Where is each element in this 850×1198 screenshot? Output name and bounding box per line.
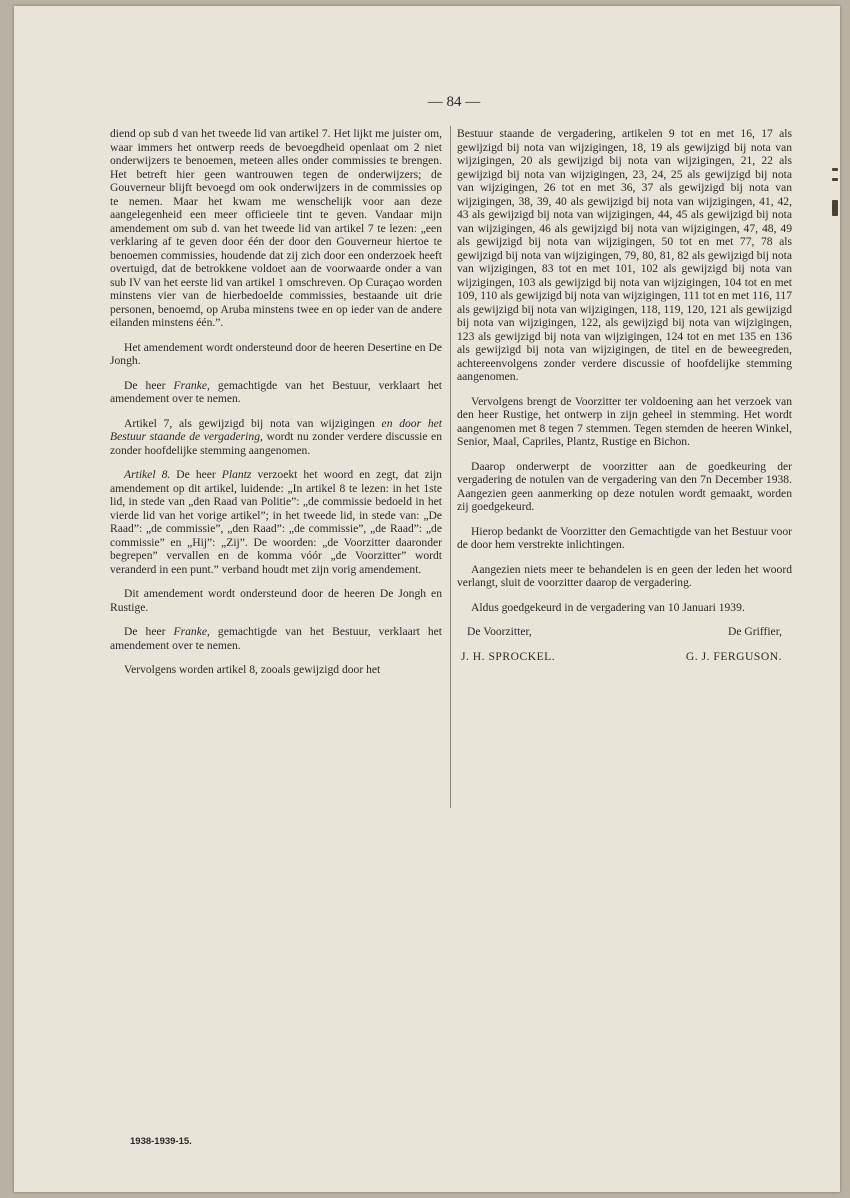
right-paragraph-5: Aangezien niets meer te behandelen is en geen der leden het woord verlangt, sluit de voorzitter daarop de vergadering. xyxy=(457,562,792,589)
speaker-name: Plantz xyxy=(221,468,252,481)
right-paragraph-4: Hierop bedankt de Voorzitter den Gemachtigde van het Bestuur voor de door hem verstrekte inlichtingen. xyxy=(457,524,792,551)
text-segment: De heer xyxy=(124,625,174,638)
text-segment: wordt nu zonder verdere discussie en zonder hoofdelijke stemming aangenomen. xyxy=(110,430,442,457)
left-paragraph-1: diend op sub d van het tweede lid van artikel 7. Het lijkt me juister om, waar immers het ontwerp reeds de bevoegdheid openlaat om 2 niet onderwijzers te benoemen, meteen alles onder commissies te brengen. Het betreft hier geen wantrouwen tegen de onderwijzers; de Gouverneur blijft bevoegd om ook onderwijzers in de commissies op te nemen. Maar het kwam me wenschelijk voor aan deze aangelegenheid een meer officieele tint te geven. Vandaar mijn amendement om sub d. van het tweede lid van artikel 7 te lezen: „een verklaring af te geven door één der door den Gouverneur hiertoe te benoemen commissies, houdende dat zij zich door een onderzoek heeft overtuigd, dat de betrokkene voldoet aan de voorwaarde onder a van sub IV van het eerste lid van artikel 1 omschreven. Op Curaçao worden minstens vier van de hierbedoelde commissies, bestaande uit drie personen, benoemd, op Aruba minstens twee en op ieder van de andere eilanden minstens één.”. xyxy=(110,127,442,329)
chairman-title: De Voorzitter, xyxy=(467,625,532,638)
binding-mark xyxy=(832,178,838,181)
column-divider xyxy=(450,126,451,808)
left-paragraph-2: Het amendement wordt ondersteund door de heeren Desertine en De Jongh. xyxy=(110,340,442,367)
binding-mark xyxy=(832,200,838,216)
text-segment: gemachtigde van het Bestuur, verklaart het amendement over te nemen. xyxy=(110,378,443,405)
clerk-title: De Griffier, xyxy=(727,625,782,638)
binding-mark xyxy=(832,168,838,171)
speaker-name: Franke, xyxy=(173,625,210,638)
right-paragraph-1: Bestuur staande de vergadering, artikelen 9 tot en met 16, 17 als gewijzigd bij nota van wijzigingen, 18, 19 als gewijzigd bij nota van wijzigingen, 20 als gewijzigd bij nota van wijzigingen, 21, 22 als gewijzigd bij nota van wijzigingen, 23, 24, 25 als gewijzigd bij nota van wijzigingen, 26 tot en met 36, 37 als gewijzigd bij nota van wijzigingen, 38, 39, 40 als gewijzigd bij nota van wijzigingen, 41, 42, 43 als gewijzigd bij nota van wijzigingen, 44, 45 als gewijzigd bij nota van wijzigingen, 46 als gewijzigd bij nota van wijzigingen, 47, 48, 49 als gewijzigd bij nota van wijzigingen, 50 tot en met 77, 78 als gewijzigd bij nota van wijzigingen, 79, 80, 81, 82 als gewijzigd bij nota van wijzigingen, 83 tot en met 101, 102 als gewijzigd bij nota van wijzigingen, 103 als gewijzigd bij nota van wijzigingen, 104 tot en met 109, 110 als gewijzigd bij nota van wijzigingen, 111 tot en met 116, 117 als gewijzigd bij nota van wijzigingen, 118, 119, 120, 121 als gewijzigd bij nota van wijzigingen, 122, als gewijzigd bij nota van wijzigingen, 123 als gewijzigd bij nota van wijzigingen, 124 tot en met 135 en 136 als gewijzigd bij nota van wijzigingen, de titel en de beweegreden, achtereenvolgens zonder verdere discussie of hoofdelijke stemming aangenomen. xyxy=(457,127,792,383)
right-column xyxy=(457,127,792,674)
right-paragraph-3: Daarop onderwerpt de voorzitter aan de goedkeuring der vergadering de notulen van de vergadering van den 7n December 1938. Aangezien geen aanmerking op deze notulen wordt gemaakt, worden zij goedgekeurd. xyxy=(457,459,792,513)
left-paragraph-6: Dit amendement wordt ondersteund door de heeren De Jongh en Rustige. xyxy=(110,587,442,614)
left-paragraph-4 xyxy=(110,417,442,458)
text-segment: De heer xyxy=(170,468,222,481)
speaker-name: Franke, xyxy=(173,378,210,392)
document-page xyxy=(14,6,840,1192)
text-segment: verzoekt het woord en zegt, dat zijn amendement op dit artikel, luidende: „In artikel 8 te lezen: in het 1ste lid, in stede van „den Raad van Politie”: „de commissie bedoeld in het vierde lid van het vorige artikel”; in het tweede lid, in stede van: „De Raad”: „de commissie”, „den Raad”: „de commissie”, „de Raad”: „de commissie” en „Hij”: „Zij”. De woorden: „de Voorzitter daaronder begrepen” vervallen en de komma vóór „de Voorzitter” wordt veranderd in een punt.” verband houdt met zijn vorig amendement. xyxy=(110,468,442,576)
italic-phrase: en door het Bestuur staande de vergadering, xyxy=(110,416,442,443)
chairman-name: J. H. SPROCKEL. xyxy=(461,649,556,663)
page-number: — 84 — xyxy=(427,94,481,110)
text-segment: gemachtigde van het Bestuur, verklaart het amendement over te nemen. xyxy=(110,625,443,652)
right-paragraph-2: Vervolgens brengt de Voorzitter ter voldoening aan het verzoek van den heer Rustige, het ontwerp in zijn geheel in stemming. Het wordt aangenomen met 8 tegen 7 stemmen. Tegen stemden de heeren Winkel, Senior, Maal, Capriles, Plantz, Rustige en Bichon. xyxy=(457,394,792,448)
signature-names xyxy=(457,650,792,664)
left-paragraph-8: Vervolgens worden artikel 8, zooals gewijzigd door het xyxy=(124,663,381,676)
article-label: Artikel 8. xyxy=(124,468,171,481)
left-paragraph-7 xyxy=(110,625,442,652)
clerk-name: G. J. FERGUSON. xyxy=(685,649,782,663)
text-segment: Artikel 7, als gewijzigd bij nota van wijzigingen xyxy=(124,416,382,430)
text-segment: De heer xyxy=(124,378,174,392)
right-paragraph-6: Aldus goedgekeurd in de vergadering van 10 Januari 1939. xyxy=(471,600,745,614)
left-paragraph-3 xyxy=(110,379,442,406)
footer-code: 1938-1939-15. xyxy=(130,1136,192,1147)
left-column xyxy=(110,127,442,688)
signature-titles xyxy=(457,625,792,639)
left-paragraph-5 xyxy=(110,468,442,576)
